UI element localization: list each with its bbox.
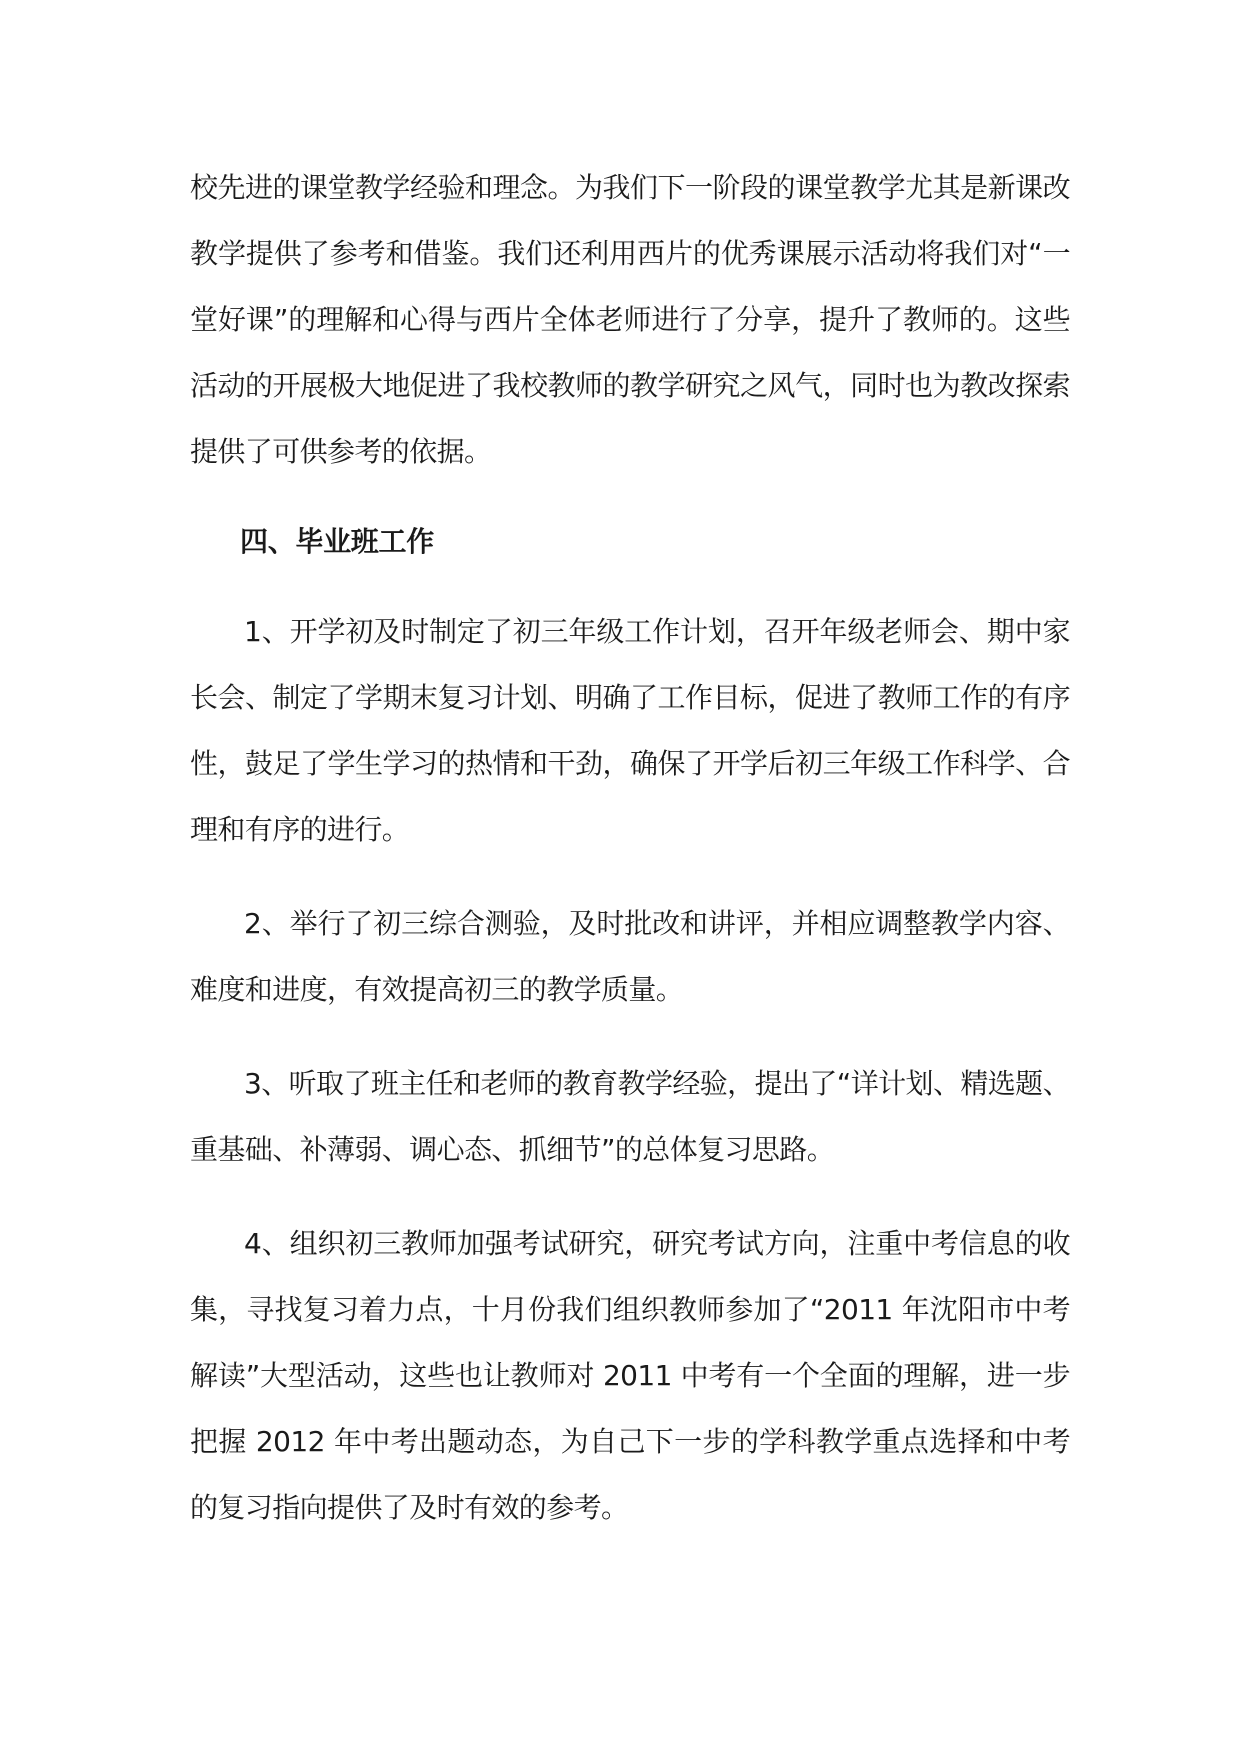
document-body: [190, 155, 1070, 1541]
list-item: 3、听取了班主任和老师的教育教学经验，提出了“详计划、精选题、重基础、补薄弱、调心态、抓细节”的总体复习思路。: [190, 1067, 1070, 1166]
continued-paragraph: 校先进的课堂教学经验和理念。为我们下一阶段的课堂教学尤其是新课改教学提供了参考和借鉴。我们还利用西片的优秀课展示活动将我们对“一堂好课”的理解和心得与西片全体老师进行了分享，提升了教师的。这些活动的开展极大地促进了我校教师的教学研究之风气，同时也为教改探索提供了可供参考的依据。: [190, 171, 1070, 468]
list-item: 2、举行了初三综合测验，及时批改和讲评，并相应调整教学内容、难度和进度，有效提高初三的教学质量。: [190, 907, 1070, 1006]
list-item: 1、开学初及时制定了初三年级工作计划，召开年级老师会、期中家长会、制定了学期末复习计划、明确了工作目标，促进了教师工作的有序性，鼓足了学生学习的热情和干劲，确保了开学后初三年级工作科学、合理和有序的进行。: [190, 615, 1070, 846]
list-item: 4、组织初三教师加强考试研究，研究考试方向，注重中考信息的收集，寻找复习着力点，十月份我们组织教师参加了“2011 年沈阳市中考解读”大型活动，这些也让教师对 2011 中考有一个全面的理解，进一步把握 2012 年中考出题动态，为自己下一步的学科教学重点选择和中考的复习指向提供了及时有效的参考。: [190, 1227, 1070, 1524]
section-heading: 四、毕业班工作: [240, 525, 434, 558]
